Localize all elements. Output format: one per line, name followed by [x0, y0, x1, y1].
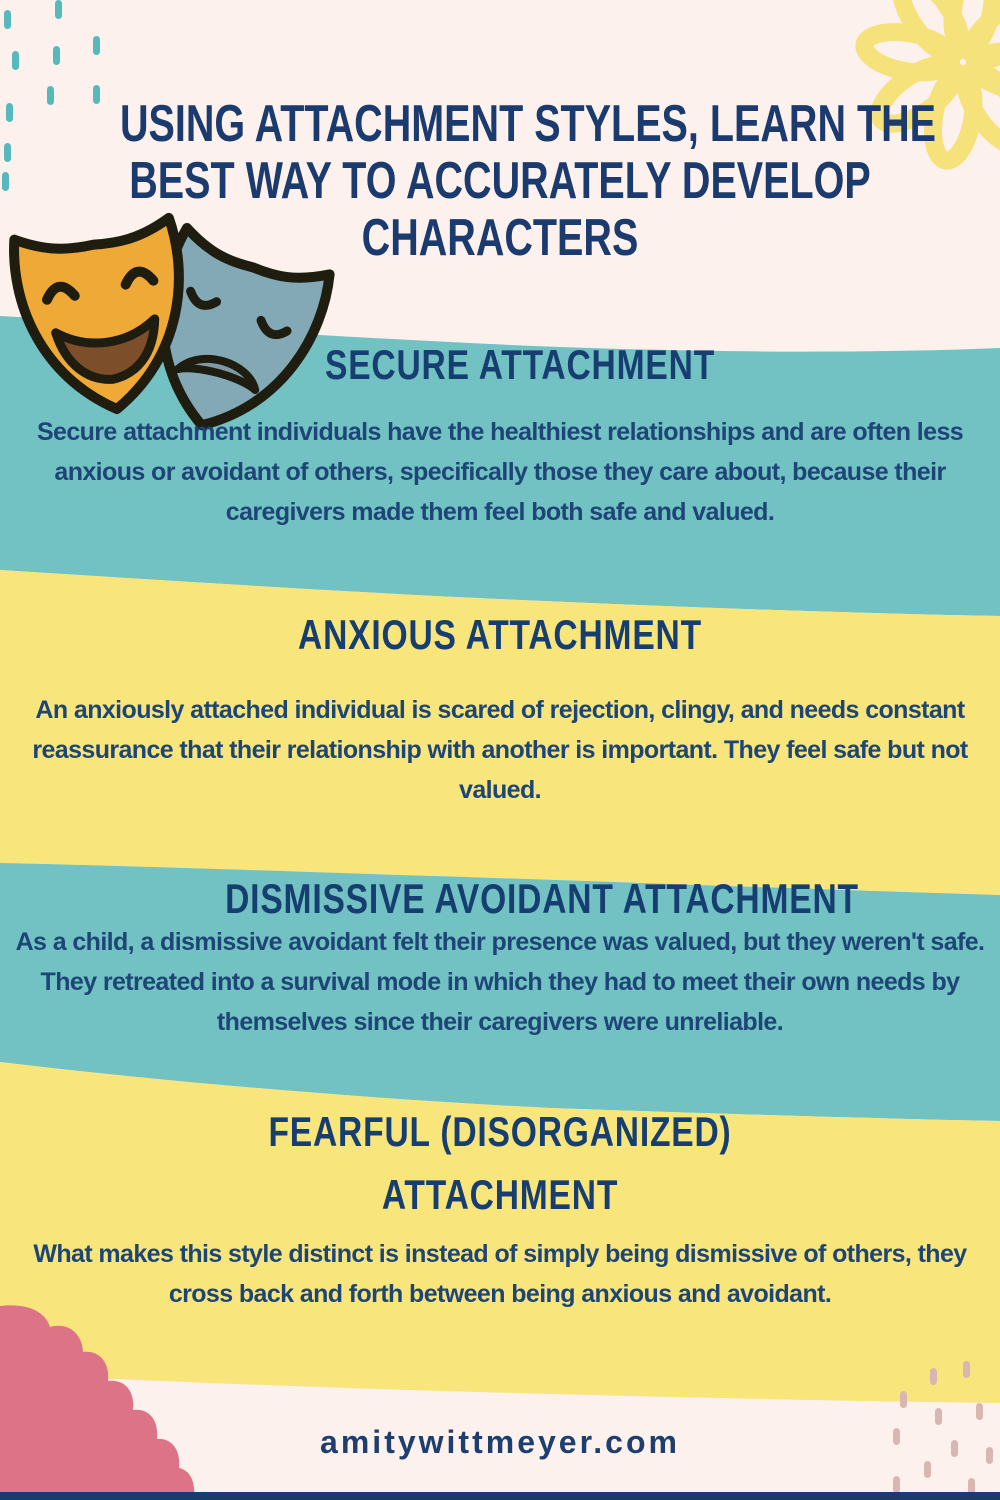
- pink-dash: [935, 1408, 942, 1425]
- secure-attachment-heading: SECURE ATTACHMENT: [324, 341, 716, 388]
- fearful-attachment-heading-line2: ATTACHMENT: [381, 1171, 619, 1218]
- teal-dash: [2, 172, 9, 191]
- teal-dash: [93, 36, 100, 55]
- title-line-2: BEST WAY TO ACCURATELY DEVELOP: [129, 152, 871, 210]
- title-line-1: USING ATTACHMENT STYLES, LEARN THE: [120, 95, 937, 153]
- teal-dash: [55, 0, 62, 19]
- website-url: amitywittmeyer.com: [320, 1424, 680, 1460]
- teal-dash-rain: [0, 0, 120, 200]
- pink-dash: [924, 1461, 931, 1478]
- pink-dash: [900, 1391, 907, 1408]
- pink-dash: [976, 1403, 983, 1420]
- anxious-attachment-body: An anxiously attached individual is scared of rejection, clingy, and needs constant reassurance that their relationship with another is important. They feel safe but not valued.: [32, 696, 968, 804]
- secure-attachment-body: Secure attachment individuals have the healthiest relationships and are often less anxious or avoidant of others, specifically those they care about, because their caregivers made them feel both safe and valued.: [36, 418, 964, 526]
- poster-title: [120, 95, 937, 267]
- teal-dash: [4, 10, 11, 29]
- title-line-3: CHARACTERS: [361, 209, 639, 267]
- fearful-attachment-body: What makes this style distinct is instead of simply being dismissive of others, they cross back and forth between being anxious and avoidant.: [33, 1240, 967, 1308]
- dismissive-avoidant-heading: DISMISSIVE AVOIDANT ATTACHMENT: [225, 875, 859, 922]
- teal-dash: [4, 143, 11, 162]
- pink-dash: [930, 1368, 937, 1385]
- teal-dash: [47, 86, 54, 105]
- pink-dash: [893, 1476, 900, 1493]
- anxious-attachment-heading: ANXIOUS ATTACHMENT: [298, 611, 702, 658]
- teal-dash: [6, 103, 13, 122]
- pink-dash: [963, 1361, 970, 1378]
- teal-dash: [53, 46, 60, 65]
- teal-dash: [12, 51, 19, 70]
- bottom-navy-bar: [0, 1492, 1000, 1500]
- fearful-attachment-heading-line1: FEARFUL (DISORGANIZED): [268, 1108, 732, 1155]
- dismissive-avoidant-body: As a child, a dismissive avoidant felt their presence was valued, but they weren't safe. They retreated into a survival mode in which they had to meet their own needs by themselves since their caregivers were unreliable.: [15, 928, 985, 1036]
- teal-dash: [93, 85, 100, 104]
